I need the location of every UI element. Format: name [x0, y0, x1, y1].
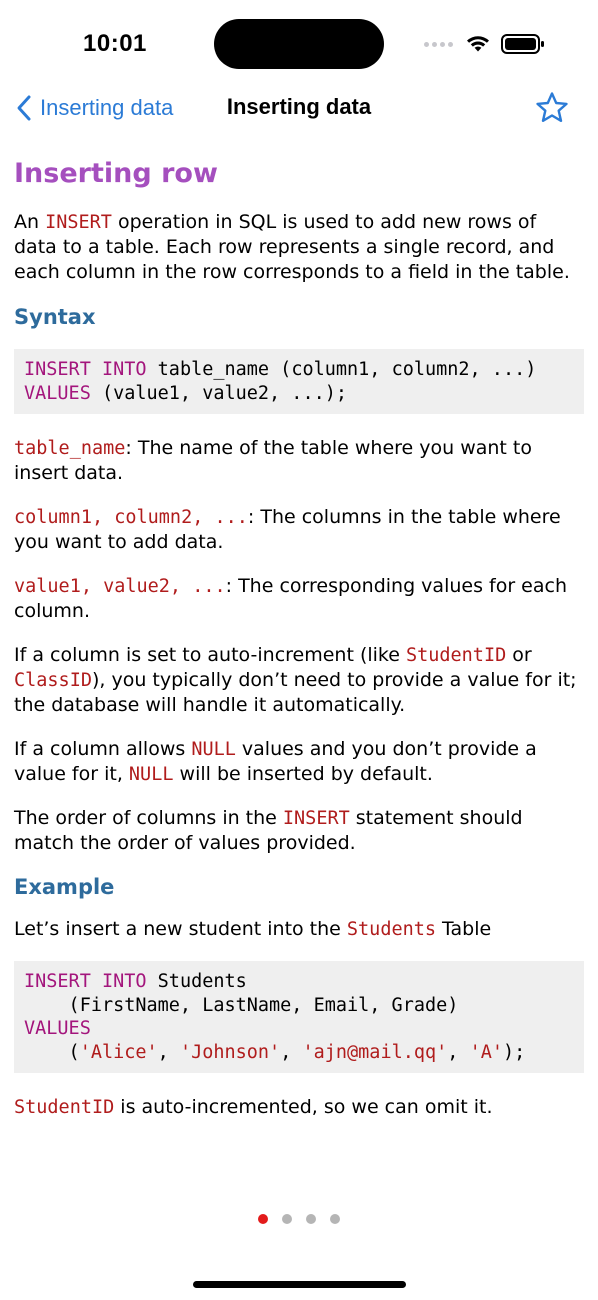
- cellular-signal-icon: [424, 42, 453, 47]
- code-text: ,: [280, 1041, 303, 1063]
- inline-code: column1, column2, ...: [14, 507, 248, 528]
- page-title: Inserting data: [226, 94, 372, 119]
- inline-code: table_name: [14, 438, 126, 459]
- status-time: 10:01: [83, 30, 147, 57]
- paragraph-text: or: [506, 644, 532, 666]
- code-string: 'ajn@mail.qq': [302, 1041, 448, 1063]
- paragraph-text: values and you don’t provide a value for it,: [14, 738, 537, 785]
- lesson-content: [14, 148, 584, 1120]
- section-heading: Inserting row: [14, 158, 218, 189]
- battery-icon: [501, 33, 547, 55]
- param-paragraph: [14, 436, 584, 486]
- intro-text: An: [14, 211, 46, 233]
- page-dot-2[interactable]: [282, 1214, 292, 1224]
- final-note-paragraph: [14, 1095, 584, 1120]
- page-dot-4[interactable]: [330, 1214, 340, 1224]
- page-dot-3[interactable]: [306, 1214, 316, 1224]
- code-text: Students: [146, 971, 247, 992]
- paragraph-text: will be inserted by default.: [173, 763, 433, 785]
- inline-code: ClassID: [14, 670, 92, 691]
- inline-code: Students: [346, 919, 437, 940]
- inline-code: NULL: [128, 764, 174, 785]
- paragraph-text: If a column allows: [14, 738, 192, 760]
- code-string: 'A': [469, 1041, 503, 1063]
- chevron-left-icon: [16, 94, 32, 122]
- param-text: : The name of the table where you want to insert data.: [14, 437, 532, 484]
- paragraph-text: Let’s insert a new student into the: [14, 918, 347, 940]
- navigation-bar: [0, 86, 598, 130]
- param-paragraph: [14, 505, 584, 555]
- code-keyword: INSERT: [24, 359, 91, 380]
- back-button-label: Inserting data: [40, 95, 174, 120]
- param-text: : The columns in the table where you want to add data.: [14, 506, 561, 553]
- code-keyword: INSERT: [24, 971, 91, 992]
- code-text: (value1, value2, ...);: [90, 382, 348, 404]
- paragraph-text: is auto-incremented, so we can omit it.: [114, 1096, 493, 1118]
- inline-code: value1, value2, ...: [14, 576, 226, 597]
- page-dot-1[interactable]: [258, 1214, 268, 1224]
- code-keyword: INTO: [101, 971, 147, 992]
- inline-code: NULL: [191, 739, 236, 760]
- code-text: );: [502, 1041, 526, 1063]
- code-keyword: INTO: [101, 359, 147, 380]
- null-paragraph: [14, 737, 584, 787]
- inline-code: INSERT: [282, 808, 350, 829]
- intro-text: operation in SQL is used to add new rows of data to a table. Each row represents a single record, and each column in the row corresponds to a field in the table.: [14, 211, 570, 283]
- code-keyword: VALUES: [24, 382, 91, 404]
- star-outline-icon: [534, 90, 570, 126]
- back-button[interactable]: [16, 92, 173, 124]
- paragraph-text: If a column is set to auto-increment (like: [14, 644, 406, 666]
- status-bar: [0, 0, 598, 90]
- code-text: table_name (column1, column2, ...): [146, 359, 537, 380]
- param-text: : The corresponding values for each column.: [14, 575, 568, 622]
- example-intro-paragraph: [14, 917, 584, 942]
- paragraph-text: ), you typically don’t need to provide a value for it; the database will handle it automatically.: [14, 669, 577, 716]
- syntax-code-block: [14, 349, 584, 414]
- home-indicator[interactable]: [193, 1281, 406, 1288]
- dynamic-island: [214, 19, 384, 69]
- page-indicator: [0, 1214, 598, 1224]
- inline-code: INSERT: [45, 212, 112, 233]
- paragraph-text: The order of columns in the: [14, 807, 283, 829]
- paragraph-text: statement should match the order of values provided.: [14, 807, 523, 854]
- inline-code: StudentID: [405, 645, 507, 666]
- code-text: ,: [157, 1041, 180, 1063]
- example-code-block: [14, 961, 584, 1073]
- param-paragraph: [14, 574, 584, 624]
- code-text: ,: [447, 1041, 470, 1063]
- code-text: (: [24, 1041, 80, 1063]
- code-keyword: VALUES: [24, 1018, 91, 1039]
- code-string: 'Johnson': [179, 1041, 281, 1063]
- inline-code: StudentID: [14, 1097, 115, 1118]
- wifi-icon: [465, 34, 491, 54]
- status-icons: [424, 33, 547, 55]
- code-string: 'Alice': [79, 1041, 158, 1063]
- order-paragraph: [14, 806, 584, 856]
- example-heading: Example: [14, 875, 115, 899]
- favorite-button[interactable]: [534, 90, 570, 130]
- code-text: (FirstName, LastName, Email, Grade): [24, 994, 459, 1016]
- auto-increment-paragraph: [14, 643, 584, 718]
- paragraph-text: Table: [436, 918, 492, 940]
- syntax-heading: Syntax: [14, 305, 96, 329]
- intro-paragraph: [14, 210, 584, 285]
